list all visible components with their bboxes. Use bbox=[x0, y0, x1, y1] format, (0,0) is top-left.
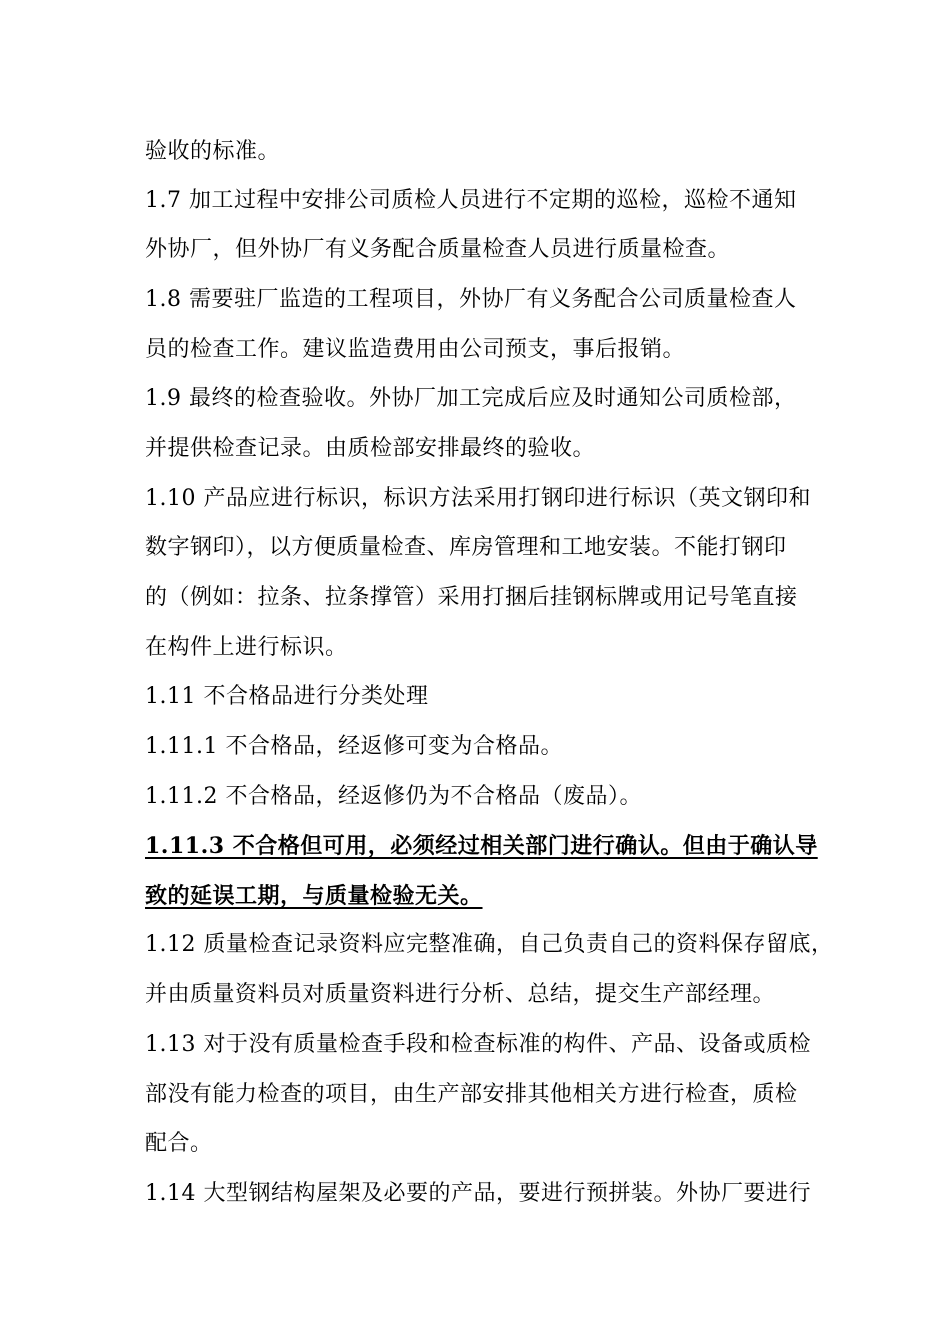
text-line-emphasized: 致的延误工期，与质量检验无关。 bbox=[145, 883, 483, 909]
text-line: 员的检查工作。建议监造费用由公司预支，事后报销。 bbox=[145, 337, 686, 362]
text-line: 的（例如：拉条、拉条撑管）采用打捆后挂钢标牌或用记号笔直接 bbox=[145, 585, 798, 610]
text-line: 1.13 对于没有质量检查手段和检查标准的构件、产品、设备或质检 bbox=[145, 1032, 811, 1057]
text-line: 1.9 最终的检查验收。外协厂加工完成后应及时通知公司质检部， bbox=[145, 386, 797, 411]
text-line: 1.14 大型钢结构屋架及必要的产品，要进行预拼装。外协厂要进行 bbox=[145, 1181, 811, 1206]
text-line: 并由质量资料员对质量资料进行分析、总结，提交生产部经理。 bbox=[145, 982, 776, 1007]
text-line-emphasized: 1.11.3 不合格但可用，必须经过相关部门进行确认。但由于确认导 bbox=[145, 833, 818, 859]
text-line: 1.8 需要驻厂监造的工程项目，外协厂有义务配合公司质量检查人 bbox=[145, 287, 797, 312]
text-line: 在构件上进行标识。 bbox=[145, 635, 348, 660]
text-line: 1.10 产品应进行标识，标识方法采用打钢印进行标识（英文钢印和 bbox=[145, 486, 811, 511]
text-line: 外协厂，但外协厂有义务配合质量检查人员进行质量检查。 bbox=[145, 237, 731, 262]
text-line: 并提供检查记录。由质检部安排最终的验收。 bbox=[145, 436, 596, 461]
text-line: 部没有能力检查的项目，由生产部安排其他相关方进行检查，质检 bbox=[145, 1082, 798, 1107]
text-line: 1.11.2 不合格品，经返修仍为不合格品（废品）。 bbox=[145, 784, 642, 809]
text-line: 1.11 不合格品进行分类处理 bbox=[145, 684, 429, 709]
text-line: 验收的标准。 bbox=[145, 139, 281, 164]
text-line: 配合。 bbox=[145, 1131, 213, 1156]
text-line: 1.11.1 不合格品，经返修可变为合格品。 bbox=[145, 734, 563, 759]
text-line: 数字钢印），以方便质量检查、库房管理和工地安装。不能打钢印 bbox=[145, 535, 787, 560]
text-line: 1.12 质量检查记录资料应完整准确，自己负责自己的资料保存留底， bbox=[145, 932, 834, 957]
text-line: 1.7 加工过程中安排公司质检人员进行不定期的巡检，巡检不通知 bbox=[145, 188, 797, 213]
